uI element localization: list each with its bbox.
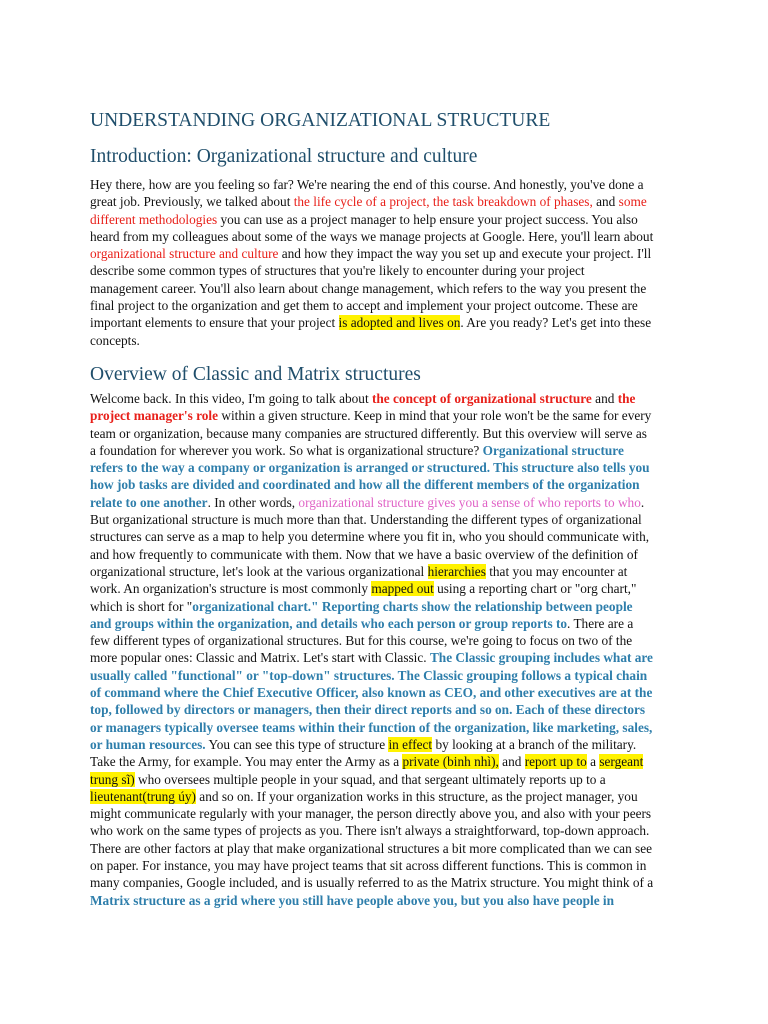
- text-line: [90, 262, 690, 279]
- text-line: [90, 822, 690, 839]
- emphasis-blue-text: or human resources.: [90, 736, 206, 752]
- emphasis-red-text: the concept of organizational structure: [371, 391, 592, 406]
- text-run: within a given structure. Keep in mind that your role won't be the same for every: [218, 408, 652, 424]
- emphasis-blue-text: organizational chart." Reporting charts show the relationship between people: [192, 598, 633, 614]
- text-line: [90, 771, 690, 788]
- emphasis-red-text: organizational structure and culture: [90, 246, 279, 262]
- highlighted-text: in effect: [388, 736, 433, 752]
- text-run: work. An organization's structure is most commonly: [90, 581, 372, 597]
- text-line: [90, 332, 690, 349]
- text-line: [90, 176, 690, 193]
- text-run: Welcome back. In this video, I'm going to talk about: [90, 391, 372, 406]
- text-run: which is short for ": [90, 598, 193, 614]
- text-run: a foundation for wherever you work. So what is organizational structure?: [90, 442, 483, 458]
- text-run: might communicate regularly with your manager, the person directly above you, and also with your peers: [90, 806, 652, 822]
- text-line: [90, 805, 690, 822]
- text-run: on paper. For instance, you may have project teams that sit across different functions. This is common in: [90, 858, 647, 874]
- text-line: [90, 459, 690, 476]
- text-run: by looking at a branch of the military.: [432, 736, 637, 752]
- introduction-paragraph: [90, 176, 690, 349]
- text-line: [90, 563, 690, 580]
- section-heading-overview: Overview of Classic and Matrix structures: [90, 364, 421, 385]
- emphasis-blue-text: relate to one another: [90, 494, 208, 510]
- text-run: team or organization, because many companies are structured differently. But this overview will serve as: [90, 425, 647, 441]
- emphasis-red-text: project manager's role: [90, 408, 219, 424]
- highlighted-text: lieutenant(trung úy): [90, 788, 196, 804]
- text-line: [90, 228, 690, 245]
- highlighted-text: report up to: [524, 754, 587, 770]
- text-line: [90, 425, 690, 442]
- text-run: and how frequently to communicate with them. Now that we have a basic overview of the definition of: [90, 546, 638, 562]
- emphasis-blue-text: The Classic grouping includes what are: [429, 650, 653, 666]
- emphasis-blue-text: and groups within the organization, and details who each person or group reports to: [90, 615, 568, 631]
- emphasis-blue-text: Organizational structure: [482, 442, 624, 458]
- text-run: You can see this type of structure: [205, 736, 389, 752]
- highlighted-text: trung sĩ): [90, 771, 135, 787]
- text-line: [90, 840, 690, 857]
- section-heading-introduction: Introduction: Organizational structure and culture: [90, 146, 478, 167]
- text-run: heard from my colleagues about some of the ways we manage projects at Google. Here, you'll learn about: [90, 228, 654, 244]
- text-run: final project to the organization and get them to accept and implement your project outcome. These are: [90, 298, 638, 314]
- text-run: and how they impact the way you set up and execute your project. I'll: [278, 246, 652, 262]
- text-line: [90, 615, 690, 632]
- text-line: [90, 494, 690, 511]
- highlighted-text: is adopted and lives on: [338, 315, 461, 331]
- text-line: [90, 684, 690, 701]
- emphasis-pink-text: organizational structure gives you a sense of who reports to who: [298, 494, 641, 510]
- text-run: and: [498, 754, 525, 770]
- text-run: great job. Previously, we talked about: [90, 194, 294, 210]
- text-run: Take the Army, for example. You may enter the Army as a: [90, 754, 403, 770]
- overview-paragraph: [90, 390, 690, 909]
- text-run: many companies, Google included, and is usually referred to as the Matrix structure. You might think of a: [90, 875, 654, 891]
- text-run: There are other factors at play that make organizational structures a bit more complicated than we can see: [90, 840, 653, 856]
- highlighted-text: mapped out: [371, 581, 434, 597]
- text-run: who work on the same types of projects as you. There isn't always a straightforward, top-down approach.: [90, 823, 650, 839]
- text-run: Hey there, how are you feeling so far? We're nearing the end of this course. And honestly, you've done a: [90, 177, 644, 192]
- text-run: . There are a: [567, 615, 634, 631]
- text-run: .: [640, 494, 645, 510]
- text-run: more popular ones: Classic and Matrix. Let's start with Classic.: [90, 650, 430, 666]
- text-line: [90, 211, 690, 228]
- emphasis-red-text: some: [618, 194, 647, 210]
- text-line: [90, 407, 690, 424]
- text-line: [90, 476, 690, 493]
- text-run: who oversees multiple people in your squad, and that sergeant ultimately reports up to a: [134, 771, 606, 787]
- text-line: [90, 193, 690, 210]
- text-run: management career. You'll also learn about change management, which refers to the way you present the: [90, 280, 647, 296]
- emphasis-blue-text: Matrix structure as a grid where you still have people above you, but you also have people in: [90, 892, 615, 908]
- emphasis-blue-text: of command where the Chief Executive Officer, also known as CEO, and other executives are at the: [90, 685, 653, 701]
- emphasis-blue-text: usually called "functional" or "top-down" structures. The Classic grouping follows a typical chain: [90, 667, 648, 683]
- text-run: a: [586, 754, 600, 770]
- text-line: [90, 649, 690, 666]
- emphasis-blue-text: or managers typically oversee teams within their function of the organization, like marketing, sales,: [90, 719, 653, 735]
- text-line: [90, 442, 690, 459]
- text-line: [90, 788, 690, 805]
- emphasis-blue-text: refers to the way a company or organization is arranged or structured. This structure also tells you: [90, 460, 650, 476]
- highlighted-text: private (binh nhì),: [402, 754, 499, 770]
- text-line: [90, 546, 690, 563]
- text-run: concepts.: [90, 332, 140, 348]
- text-line: [90, 598, 690, 615]
- text-line: [90, 390, 690, 407]
- text-run: few different types of organizational structures. But for this course, we're going to focus on two of the: [90, 633, 633, 649]
- text-line: [90, 511, 690, 528]
- emphasis-blue-text: how job tasks are divided and coordinated and how all the different members of the organization: [90, 477, 640, 493]
- text-run: and: [592, 194, 619, 210]
- emphasis-blue-text: top, followed by directors or managers, then their direct reports and so on. Each of these directors: [90, 702, 646, 718]
- text-line: [90, 736, 690, 753]
- text-run: organizational structure, let's look at the various organizational: [90, 563, 428, 579]
- text-line: [90, 857, 690, 874]
- emphasis-red-text: the: [617, 391, 636, 406]
- text-line: [90, 280, 690, 297]
- text-run: structures can serve as a map to help you determine where you fit in, who you should communicate with,: [90, 529, 650, 545]
- text-line: [90, 580, 690, 597]
- text-line: [90, 874, 690, 891]
- text-line: [90, 528, 690, 545]
- text-line: [90, 632, 690, 649]
- emphasis-red-text: the life cycle of a project, the task breakdown of phases,: [293, 194, 593, 210]
- text-run: But organizational structure is much more than that. Understanding the different types of organizational: [90, 512, 642, 528]
- text-line: [90, 667, 690, 684]
- text-run: . In other words,: [207, 494, 299, 510]
- text-line: [90, 314, 690, 331]
- text-line: [90, 245, 690, 262]
- text-run: that you may encounter at: [485, 563, 628, 579]
- text-line: [90, 892, 690, 909]
- highlighted-text: hierarchies: [427, 563, 486, 579]
- text-line: [90, 701, 690, 718]
- text-run: . Are you ready? Let's get into these: [460, 315, 652, 331]
- document-title: UNDERSTANDING ORGANIZATIONAL STRUCTURE: [90, 110, 551, 131]
- highlighted-text: sergeant: [599, 754, 644, 770]
- text-run: and so on. If your organization works in this structure, as the project manager, you: [195, 788, 638, 804]
- text-run: using a reporting chart or "org chart,": [433, 581, 637, 597]
- text-line: [90, 719, 690, 736]
- text-line: [90, 297, 690, 314]
- text-run: describe some common types of structures that you're likely to encounter during your project: [90, 263, 585, 279]
- text-line: [90, 753, 690, 770]
- emphasis-red-text: different methodologies: [90, 211, 218, 227]
- text-run: important elements to ensure that your project: [90, 315, 339, 331]
- text-run: you can use as a project manager to help ensure your project success. You also: [217, 211, 638, 227]
- text-run: and: [591, 391, 618, 406]
